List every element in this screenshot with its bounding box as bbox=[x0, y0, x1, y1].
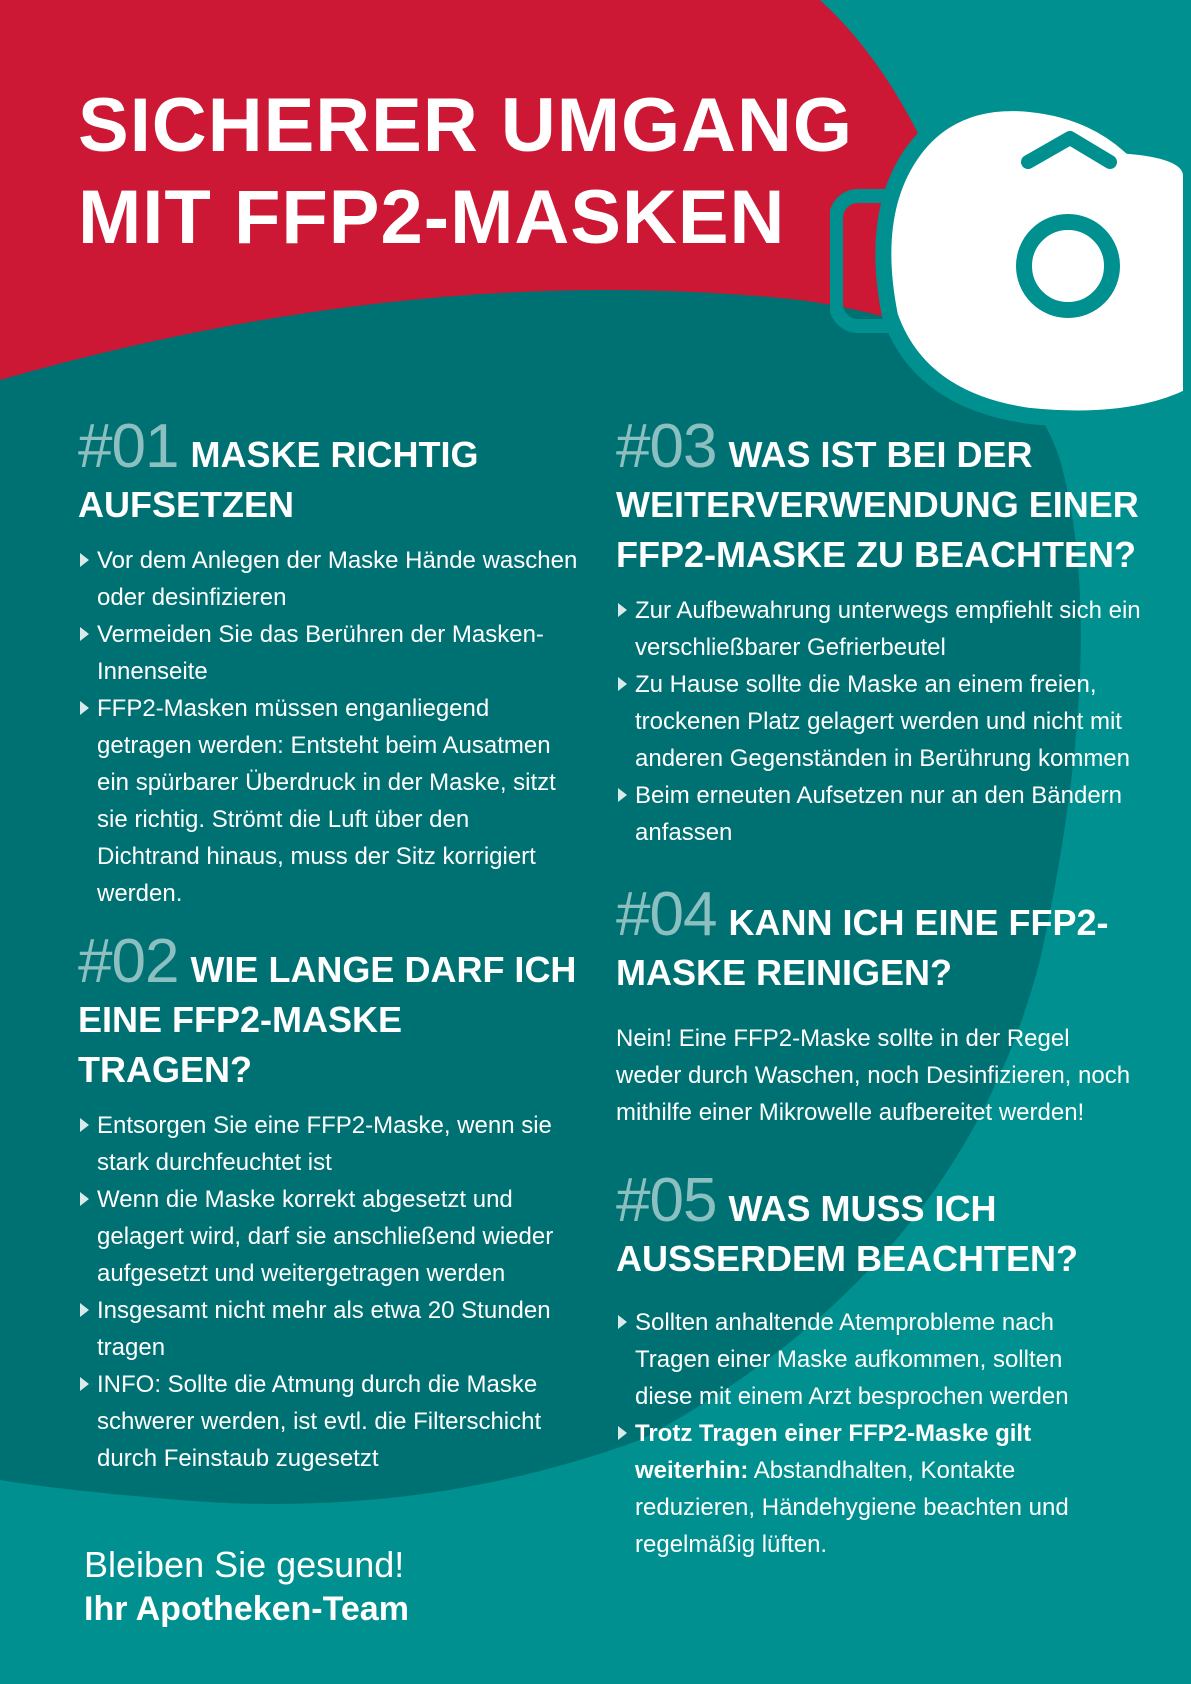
section-heading bbox=[616, 880, 1136, 998]
highlight-rest: Abstandhalten, Kontakte reduzieren, Händehygiene beachten und regelmäßig lüften. bbox=[635, 1457, 1069, 1558]
section-title: WAS IST BEI DER WEITERVERWENDUNG EINER FFP2-MASKE ZU BEACHTEN? bbox=[616, 434, 1139, 575]
highlight-bold: Trotz Tragen einer FFP2-Maske gilt weiterhin: bbox=[635, 1420, 1032, 1484]
bullet-list bbox=[78, 542, 578, 912]
list-item: Vermeiden Sie das Berühren der Masken-Innenseite bbox=[78, 616, 578, 690]
section-number: #04 bbox=[616, 880, 717, 949]
section-number: #02 bbox=[78, 927, 179, 996]
section-04 bbox=[616, 880, 1136, 1131]
section-heading bbox=[616, 412, 1146, 580]
brand-text: apobrand.de bbox=[1156, 23, 1171, 102]
list-item: FFP2-Masken müssen enganliegend getragen werden: Entsteht beim Ausatmen ein spürbarer Überdruck in der Maske, sitzt sie richtig. Strömt die Luft über den Dichtrand hinaus, muss der Sitz korrigiert werden. bbox=[78, 690, 578, 912]
section-heading bbox=[78, 412, 578, 530]
section-05 bbox=[616, 1166, 1116, 1563]
list-item: Zur Aufbewahrung unterwegs empfiehlt sich ein verschließbarer Gefrierbeutel bbox=[616, 592, 1146, 666]
bullet-list bbox=[616, 1304, 1116, 1563]
list-item: Insgesamt nicht mehr als etwa 20 Stunden tragen bbox=[78, 1292, 578, 1366]
bullet-list bbox=[78, 1107, 578, 1477]
section-number: #03 bbox=[616, 412, 717, 481]
footer-greeting: Bleiben Sie gesund! bbox=[84, 1544, 405, 1585]
section-title: WAS MUSS ICH AUSSERDEM BEACHTEN? bbox=[616, 1188, 1079, 1279]
section-text: Nein! Eine FFP2-Maske sollte in der Regel weder durch Waschen, noch Desinfizieren, noch mithilfe einer Mikrowelle aufbereitet werden! bbox=[616, 1025, 1131, 1126]
mask-icon bbox=[830, 96, 1191, 426]
footer-signoff bbox=[84, 1543, 409, 1631]
section-title: MASKE RICHTIG AUFSETZEN bbox=[78, 434, 479, 525]
section-03 bbox=[616, 412, 1146, 851]
list-item-highlight bbox=[616, 1415, 1116, 1563]
section-02 bbox=[78, 927, 578, 1477]
list-item: Vor dem Anlegen der Maske Hände waschen oder desinfizieren bbox=[78, 542, 578, 616]
bullet-list bbox=[616, 592, 1146, 851]
list-item: Sollten anhaltende Atemprobleme nach Tragen einer Maske aufkommen, sollten diese mit einem Arzt besprochen werden bbox=[616, 1304, 1116, 1415]
page-title bbox=[78, 80, 853, 264]
list-item: Beim erneuten Aufsetzen nur an den Bändern anfassen bbox=[616, 777, 1146, 851]
section-heading bbox=[78, 927, 578, 1095]
list-item: Zu Hause sollte die Maske an einem freien, trockenen Platz gelagert werden und nicht mit anderen Gegenständen in Berührung kommen bbox=[616, 666, 1146, 777]
section-number: #01 bbox=[78, 412, 179, 481]
title-line-2: MIT FFP2-MASKEN bbox=[78, 175, 786, 260]
section-heading bbox=[616, 1166, 1116, 1284]
section-number: #05 bbox=[616, 1166, 717, 1235]
section-title: WIE LANGE DARF ICH EINE FFP2-MASKE TRAGEN? bbox=[78, 949, 577, 1090]
list-item: INFO: Sollte die Atmung durch die Maske schwerer werden, ist evtl. die Filterschicht durch Feinstaub zugesetzt bbox=[78, 1366, 578, 1477]
section-01 bbox=[78, 412, 578, 912]
section-title: KANN ICH EINE FFP2-MASKE REINIGEN? bbox=[616, 902, 1109, 993]
list-item: Wenn die Maske korrekt abgesetzt und gelagert wird, darf sie anschließend wieder aufgesetzt und weitergetragen werden bbox=[78, 1181, 578, 1292]
brand-logo bbox=[1140, 20, 1180, 110]
title-line-1: SICHERER UMGANG bbox=[78, 83, 854, 168]
footer-team: Ihr Apotheken-Team bbox=[84, 1590, 409, 1628]
list-item: Entsorgen Sie eine FFP2-Maske, wenn sie stark durchfeuchtet ist bbox=[78, 1107, 578, 1181]
